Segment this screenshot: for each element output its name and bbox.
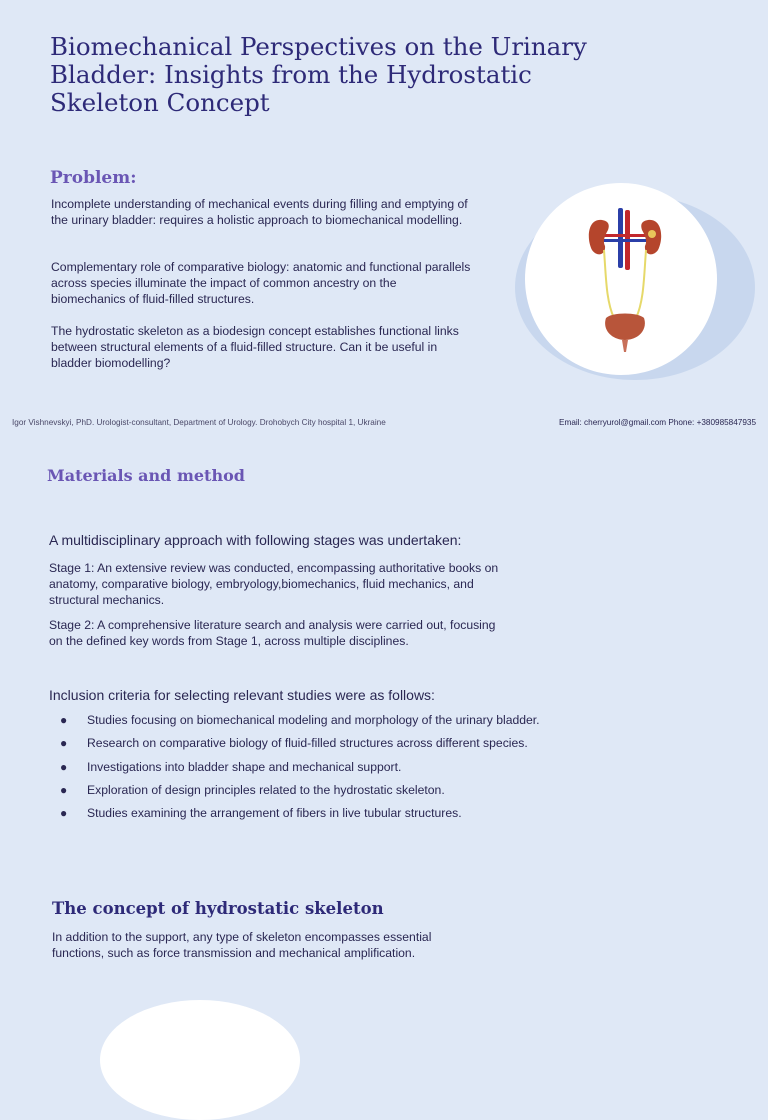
criterion-text: Research on comparative biology of fluid-filled structures across different species. bbox=[87, 736, 528, 751]
stage-1-label: Stage 1: bbox=[49, 561, 95, 575]
list-item bbox=[60, 805, 540, 828]
materials-heading: Materials and method bbox=[47, 466, 245, 485]
list-item bbox=[60, 735, 540, 758]
stage-2-text: A comprehensive literature search and analysis were carried out, focusing on the defined key words from Stage 1, across multiple disciplines. bbox=[49, 618, 496, 648]
poster-title: Biomechanical Perspectives on the Urinary Bladder: Insights from the Hydrostatic Skeleton Concept bbox=[50, 32, 587, 117]
list-item bbox=[60, 712, 540, 735]
criterion-text: Studies focusing on biomechanical modeling and morphology of the urinary bladder. bbox=[87, 713, 540, 727]
list-item bbox=[60, 759, 540, 782]
bullet-icon: ● bbox=[60, 736, 68, 751]
problem-paragraph-1: Incomplete understanding of mechanical events during filling and emptying of the urinary bladder: requires a holistic approach to biomechanical modelling. bbox=[51, 197, 468, 227]
bullet-icon: ● bbox=[60, 806, 68, 821]
stage-2-label: Stage 2: bbox=[49, 618, 95, 632]
contact-info: Email: cherryurol@gmail.com Phone: +380985847935 bbox=[559, 418, 756, 427]
bullet-icon: ● bbox=[60, 713, 68, 727]
bullet-icon: ● bbox=[60, 759, 68, 774]
problem-paragraph-2: Complementary role of comparative biology: anatomic and functional parallels across species illuminate the impact of common ancestry on the biomechanics of fluid-filled structures. bbox=[51, 260, 471, 306]
list-item bbox=[60, 782, 540, 805]
criteria-list bbox=[60, 712, 540, 828]
author-affiliation: Igor Vishnevskyi, PhD. Urologist-consultant, Department of Urology. Drohobych City hospital 1, Ukraine bbox=[12, 418, 386, 427]
criterion-text: Exploration of design principles related to the hydrostatic skeleton. bbox=[87, 782, 445, 797]
criterion-text: Studies examining the arrangement of fibers in live tubular structures. bbox=[87, 806, 462, 821]
decorative-bottom-circle bbox=[100, 1000, 300, 1120]
problem-heading: Problem: bbox=[50, 168, 137, 188]
stage-1 bbox=[49, 560, 499, 608]
hydrostatic-skeleton-text: In addition to the support, any type of skeleton encompasses essential functions, such as force transmission and mechanical amplification. bbox=[52, 930, 432, 960]
stage-1-text: An extensive review was conducted, encompassing authoritative books on anatomy, comparative biology, embryology,biomechanics, fluid mechanics, and structural mechanics. bbox=[49, 561, 499, 607]
materials-intro: A multidisciplinary approach with following stages was undertaken: bbox=[49, 532, 462, 548]
problem-paragraph-3: The hydrostatic skeleton as a biodesign concept establishes functional links between structural elements of a fluid-filled structure. Can it be useful in bladder biomodelling? bbox=[51, 324, 459, 370]
inclusion-heading: Inclusion criteria for selecting relevant studies were as follows: bbox=[49, 687, 435, 703]
criterion-text: Investigations into bladder shape and mechanical support. bbox=[87, 759, 402, 774]
urinary-system-illustration bbox=[580, 206, 670, 356]
stage-2 bbox=[49, 617, 499, 649]
hydrostatic-skeleton-heading: The concept of hydrostatic skeleton bbox=[52, 899, 384, 918]
bullet-icon: ● bbox=[60, 782, 68, 797]
